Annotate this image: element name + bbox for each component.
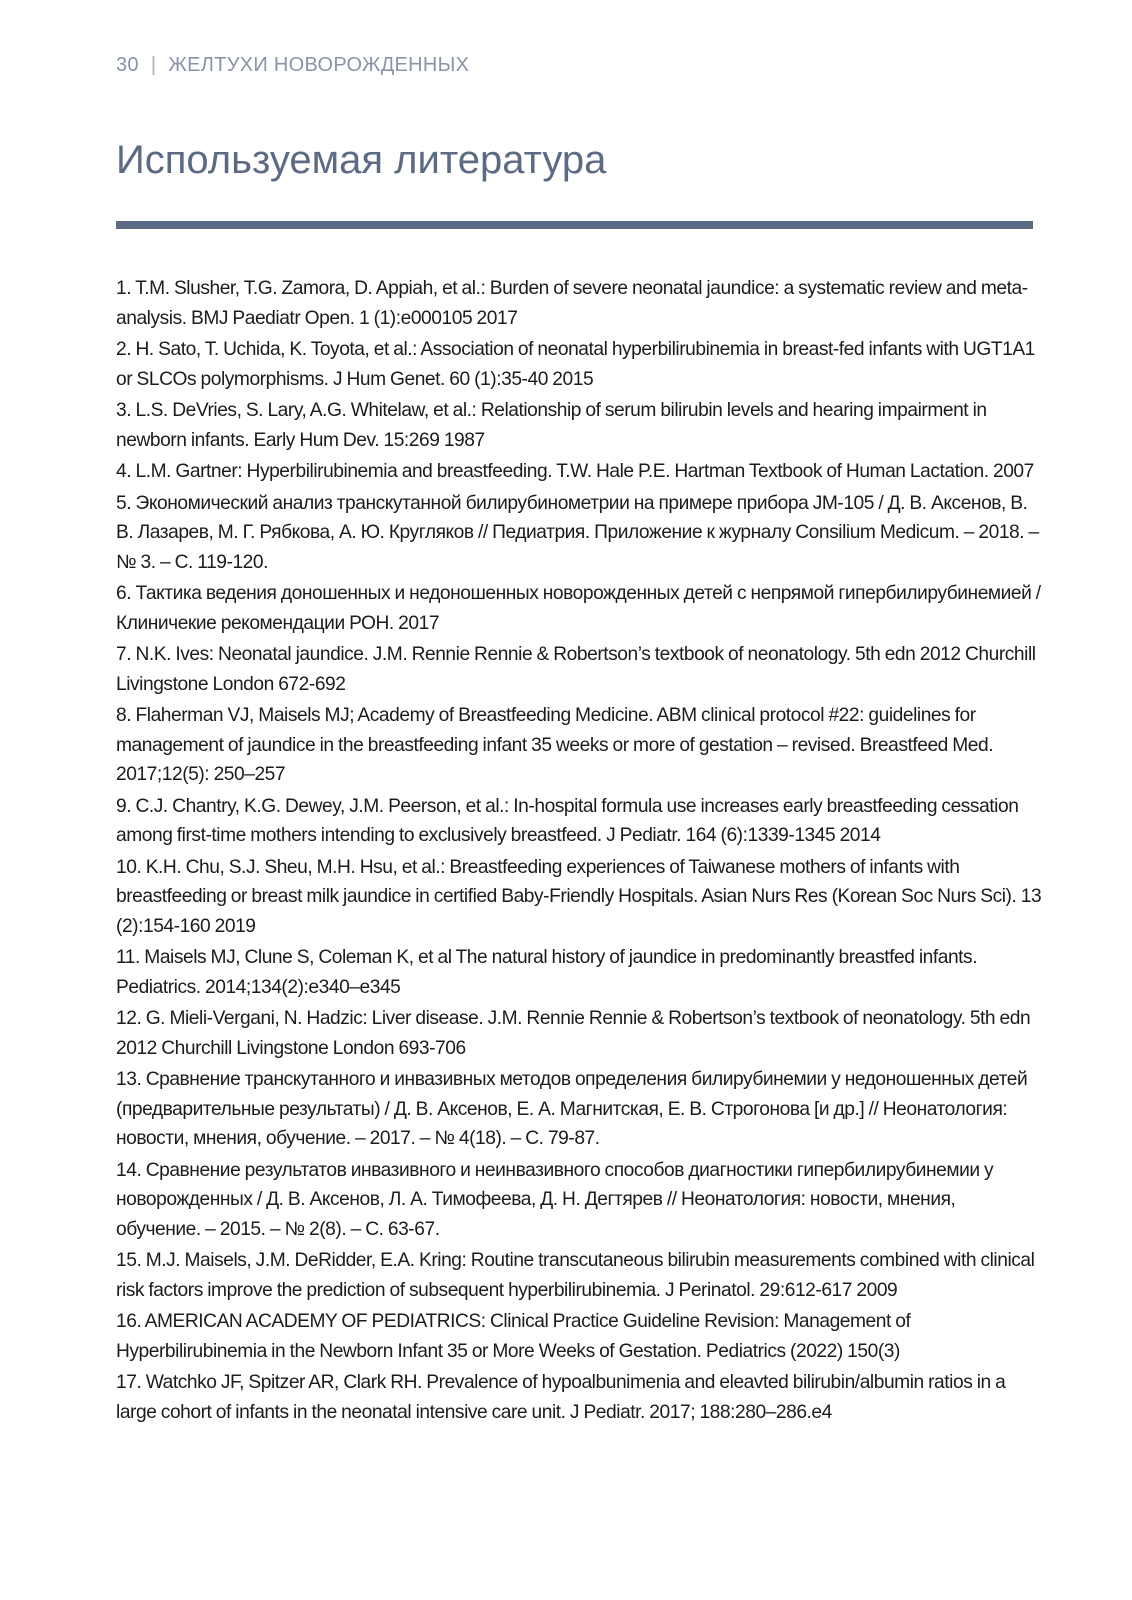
reference-item: 8. Flaherman VJ, Maisels MJ; Academy of Breastfeeding Medicine. ABM clinical protocol #22: guidelines for management of jaundice in the breastfeeding infant 35 weeks or more of gestation – revised. Breastfeed Med. 2017;12(5): 250–257 xyxy=(116,705,994,785)
reference-item: 4. L.M. Gartner: Hyperbilirubinemia and breastfeeding. T.W. Hale P.E. Hartman Textbook of Human Lactation. 2007 xyxy=(116,461,1034,482)
reference-item: 12. G. Mieli-Vergani, N. Hadzic: Liver disease. J.M. Rennie Rennie & Robertson’s textbook of neonatology. 5th edn 2012 Churchill Livingstone London 693-706 xyxy=(116,1008,1031,1059)
page-title: Используемая литература xyxy=(116,138,607,182)
reference-list xyxy=(116,274,1044,1429)
reference-item: 6. Тактика ведения доношенных и недоношенных новорожденных детей с непрямой гипербилирубинемией / Клиничекие рекомендации РОН. 2017 xyxy=(116,583,1041,634)
reference-item: 5. Экономический анализ транскутанной билирубинометрии на примере прибора JM-105 / Д. В. Аксенов, В. В. Лазарев, М. Г. Рябкова, А. Ю. Кругляков // Педиатрия. Приложение к журналу Consilium Medicum. – 2018. – № 3. – С. 119-120. xyxy=(116,492,1039,573)
reference-item: 1. T.M. Slusher, T.G. Zamora, D. Appiah, et al.: Burden of severe neonatal jaundice: a systematic review and meta-analysis. BMJ Paediatr Open. 1 (1):e000105 2017 xyxy=(116,278,1028,329)
reference-item: 16. AMERICAN ACADEMY OF PEDIATRICS: Clinical Practice Guideline Revision: Management of Hyperbilirubinemia in the Newborn Infant 35 or More Weeks of Gestation. Pediatrics (2022) 150(3) xyxy=(116,1311,911,1362)
reference-item: 2. H. Sato, T. Uchida, K. Toyota, et al.: Association of neonatal hyperbilirubinemia in breast-fed infants with UGT1A1 or SLCOs polymorphisms. J Hum Genet. 60 (1):35-40 2015 xyxy=(116,339,1035,390)
reference-item: 17. Watchko JF, Spitzer AR, Clark RH. Prevalence of hypoalbunimenia and eleavted bilirubin/albumin ratios in a large cohort of infants in the neonatal intensive care unit. J Pediatr. 2017; 188:280–286.e4 xyxy=(116,1372,1006,1423)
reference-item: 10. K.H. Chu, S.J. Sheu, M.H. Hsu, et al.: Breastfeeding experiences of Taiwanese mothers of infants with breastfeeding or breast milk jaundice in certified Baby-Friendly Hospitals. Asian Nurs Res (Korean Soc Nurs Sci). 13 (2):154-160 2019 xyxy=(116,856,1042,937)
reference-item: 9. C.J. Chantry, K.G. Dewey, J.M. Peerson, et al.: In-hospital formula use increases early breastfeeding cessation among first-time mothers intending to exclusively breastfeed. J Pediatr. 164 (6):1339-1345 2014 xyxy=(116,795,1019,846)
reference-item: 15. M.J. Maisels, J.M. DeRidder, E.A. Kring: Routine transcutaneous bilirubin measurements combined with clinical risk factors improve the prediction of subsequent hyperbilirubinemia. J Perinatol. 29:612-617 2009 xyxy=(116,1250,1035,1301)
reference-item: 7. N.K. Ives: Neonatal jaundice. J.M. Rennie Rennie & Robertson’s textbook of neonatology. 5th edn 2012 Churchill Livingstone London 672-692 xyxy=(116,644,1036,695)
header-separator: | xyxy=(150,54,157,76)
reference-item: 13. Сравнение транскутанного и инвазивных методов определения билирубинемии у недоношенных детей (предварительные результаты) / Д. В. Аксенов, Е. А. Магнитская, Е. В. Строгонова [и др.] // Неонатология: новости, мнения, обучение. – 2017. – № 4(18). – С. 79-87. xyxy=(116,1069,1028,1149)
reference-item: 11. Maisels MJ, Clune S, Coleman K, et al The natural history of jaundice in predominantly breastfed infants. Pediatrics. 2014;134(2):e340–e345 xyxy=(116,947,978,998)
title-divider xyxy=(116,221,1033,229)
page-number: 30 xyxy=(116,54,139,76)
running-title: ЖЕЛТУХИ НОВОРОЖДЕННЫХ xyxy=(168,54,470,76)
running-header xyxy=(116,54,469,77)
reference-item: 3. L.S. DeVries, S. Lary, A.G. Whitelaw, et al.: Relationship of serum bilirubin levels and hearing impairment in newborn infants. Early Hum Dev. 15:269 1987 xyxy=(116,400,987,451)
reference-item: 14. Сравнение результатов инвазивного и неинвазивного способов диагностики гипербилирубинемии у новорожденных / Д. В. Аксенов, Л. А. Тимофеева, Д. Н. Дегтярев // Неонатология: новости, мнения, обучение. – 2015. – № 2(8). – С. 63-67. xyxy=(116,1159,994,1240)
